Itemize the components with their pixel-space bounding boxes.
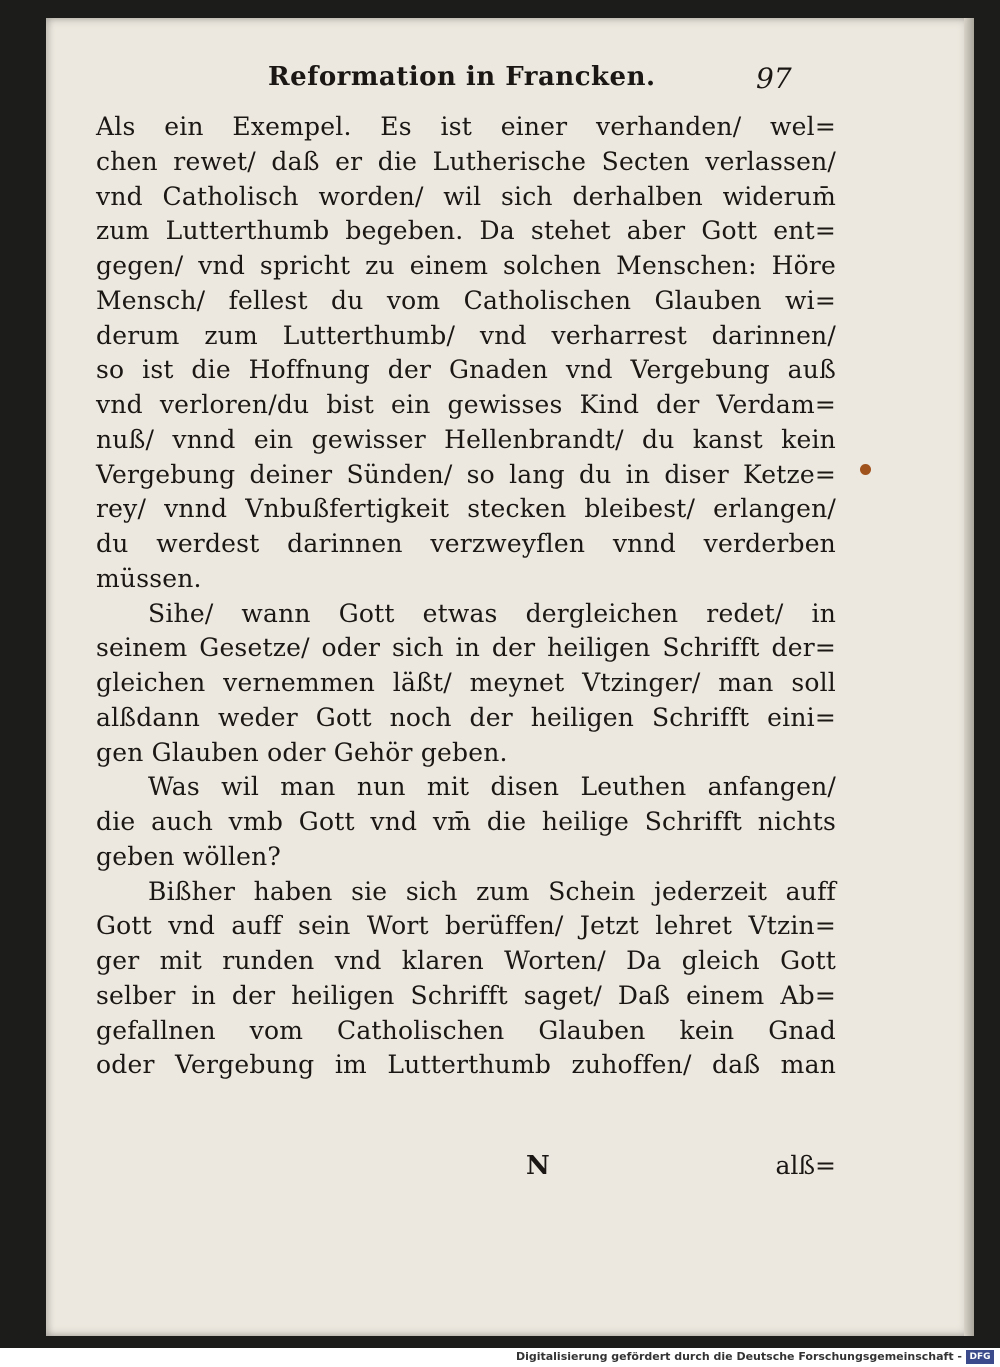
text-line: du werdest darinnen verzweyflen vnnd verderben bbox=[96, 529, 836, 558]
text-line: Gott vnd auff sein Wort berüffen/ Jetzt lehret Vtzin= bbox=[96, 911, 836, 941]
running-title: Reformation in Francken. bbox=[268, 62, 656, 92]
text-line: derum zum Lutterthumb/ vnd verharrest darinnen/ bbox=[96, 320, 836, 350]
page-number: 97 bbox=[756, 62, 792, 95]
digitization-credit-bar bbox=[0, 1348, 1000, 1367]
text-line: vnd Catholisch worden/ wil sich derhalben widerum̄ bbox=[96, 181, 836, 211]
text-line: Sihe/ wann Gott etwas dergleichen redet/ in bbox=[148, 598, 836, 628]
text-line: gen Glauben oder Gehör geben. bbox=[96, 737, 508, 767]
text-line: Als ein Exempel. Es ist einer verhanden/ wel= bbox=[96, 112, 836, 141]
page-foot-marks bbox=[96, 1151, 836, 1191]
text-line: die auch vmb Gott vnd vm̄ die heilige Schrifft nichts bbox=[96, 807, 836, 836]
text-line: müssen. bbox=[96, 563, 202, 593]
text-line: alßdann weder Gott noch der heiligen Schrifft eini= bbox=[96, 702, 836, 732]
text-line: gleichen vernemmen läßt/ meynet Vtzinger/ man soll bbox=[96, 668, 836, 697]
text-line: ger mit runden vnd klaren Worten/ Da gleich Gott bbox=[96, 946, 836, 975]
text-line: Was wil man nun mit disen Leuthen anfangen/ bbox=[148, 772, 836, 802]
ink-stain bbox=[860, 464, 871, 475]
book-page bbox=[46, 18, 974, 1336]
text-line: so ist die Hoffnung der Gnaden vnd Vergebung auß bbox=[96, 355, 836, 385]
text-line: Vergebung deiner Sünden/ so lang du in diser Ketze= bbox=[96, 459, 836, 489]
text-line: gefallnen vom Catholischen Glauben kein Gnad bbox=[96, 1015, 836, 1045]
text-line: gegen/ vnd spricht zu einem solchen Menschen: Höre bbox=[96, 251, 836, 280]
page-edge-shadow bbox=[964, 18, 974, 1336]
text-line: selber in der heiligen Schrifft saget/ Daß einem Ab= bbox=[96, 980, 836, 1010]
text-line: nuß/ vnnd ein gewisser Hellenbrandt/ du kanst kein bbox=[96, 424, 836, 454]
text-line: geben wöllen? bbox=[96, 841, 281, 871]
text-line: rey/ vnnd Vnbußfertigkeit stecken bleibest/ erlangen/ bbox=[96, 494, 836, 524]
catchword: alß= bbox=[775, 1151, 836, 1180]
text-line: oder Vergebung im Lutterthumb zuhoffen/ daß man bbox=[96, 1050, 836, 1080]
dfg-logo-icon: DFG bbox=[966, 1350, 994, 1364]
text-line: zum Lutterthumb begeben. Da stehet aber Gott ent= bbox=[96, 216, 836, 246]
text-line: Bißher haben sie sich zum Schein jederzeit auff bbox=[148, 876, 836, 906]
text-line: seinem Gesetze/ oder sich in der heiligen Schrifft der= bbox=[96, 633, 836, 663]
credit-text: Digitalisierung gefördert durch die Deutsche Forschungsgemeinschaft - bbox=[515, 1350, 962, 1363]
body-text bbox=[96, 110, 836, 1083]
running-header bbox=[46, 62, 974, 102]
text-line: vnd verloren/du bist ein gewisses Kind der Verdam= bbox=[96, 390, 836, 419]
signature-mark: N bbox=[526, 1151, 550, 1181]
text-line: chen rewet/ daß er die Lutherische Secten verlassen/ bbox=[96, 146, 836, 176]
text-line: Mensch/ fellest du vom Catholischen Glauben wi= bbox=[96, 285, 836, 315]
